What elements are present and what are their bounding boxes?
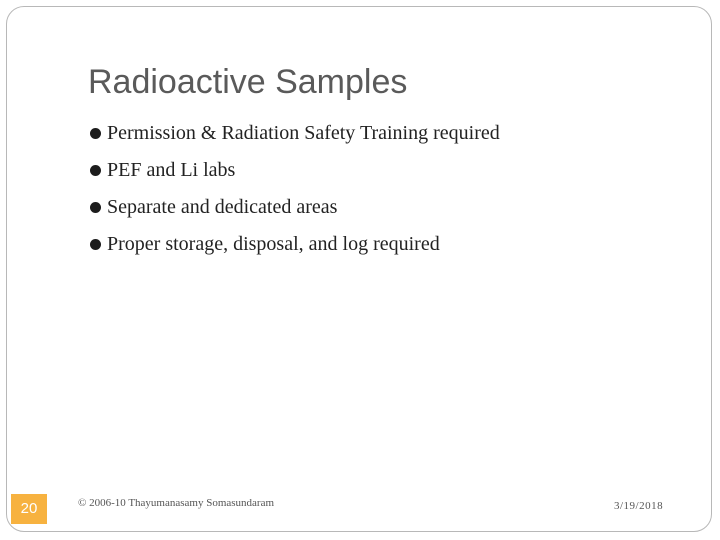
slide-number-badge: 20: [11, 494, 47, 524]
bullet-dot-icon: [90, 128, 101, 139]
footer-date: 3/19/2018: [614, 500, 664, 512]
bullet-dot-icon: [90, 202, 101, 213]
bullet-text: Separate and dedicated areas: [107, 196, 338, 218]
bullet-dot-icon: [90, 165, 101, 176]
bullet-text: PEF and Li labs: [107, 159, 236, 181]
bullet-text: Permission & Radiation Safety Training required: [107, 122, 500, 144]
bullet-item: [90, 226, 500, 263]
bullet-list: [90, 115, 500, 263]
bullet-item: [90, 152, 500, 189]
slide-title: Radioactive Samples: [88, 63, 408, 101]
footer-copyright: © 2006-10 Thayumanasamy Somasundaram: [78, 497, 275, 509]
bullet-item: [90, 115, 500, 152]
bullet-item: [90, 189, 500, 226]
bullet-dot-icon: [90, 239, 101, 250]
bullet-text: Proper storage, disposal, and log required: [107, 233, 440, 255]
